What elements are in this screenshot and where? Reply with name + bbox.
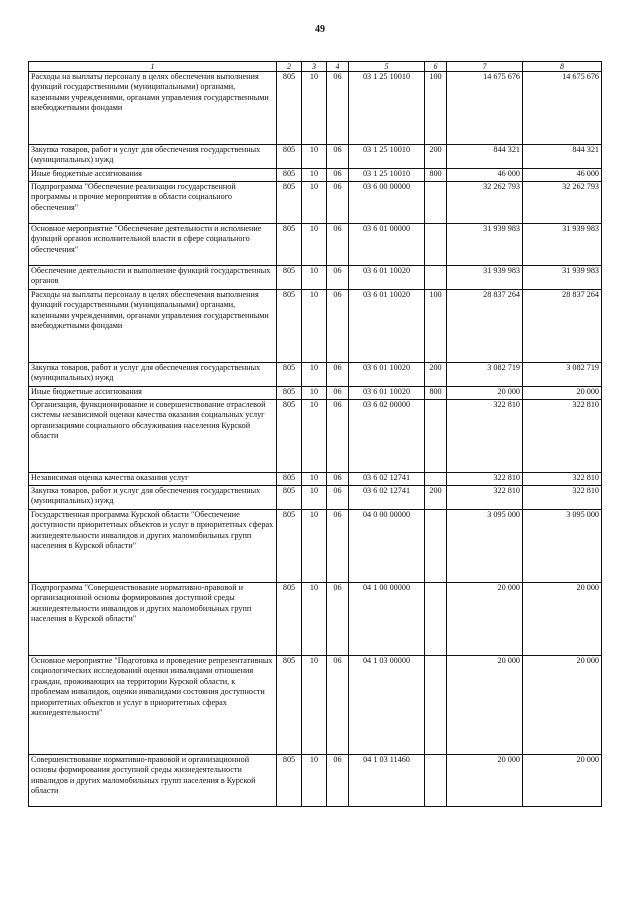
row-value-cell: 06 <box>327 387 349 400</box>
row-name-cell: Закупка товаров, работ и услуг для обеспечения государственных (муниципальных) нужд <box>29 145 277 169</box>
row-value-cell: 805 <box>277 486 302 510</box>
row-value-cell: 10 <box>302 473 327 486</box>
row-value-cell <box>425 224 447 266</box>
table-row <box>29 182 602 224</box>
row-value-cell <box>425 510 447 583</box>
row-value-cell: 844 321 <box>447 145 523 169</box>
row-value-cell: 20 000 <box>447 387 523 400</box>
row-value-cell: 805 <box>277 224 302 266</box>
row-value-cell: 04 0 00 00000 <box>349 510 425 583</box>
row-value-cell: 03 6 00 00000 <box>349 182 425 224</box>
row-value-cell: 322 810 <box>523 486 602 510</box>
row-value-cell: 805 <box>277 656 302 755</box>
row-name-cell: Подпрограмма "Совершенствование нормативно-правовой и организационной основы формирования доступной среды жизнедеятельности инвалидов и других маломобильных групп населения в Курской области" <box>29 583 277 656</box>
row-value-cell: 06 <box>327 182 349 224</box>
row-value-cell: 06 <box>327 290 349 363</box>
table-row <box>29 145 602 169</box>
row-value-cell: 10 <box>302 169 327 182</box>
table-row <box>29 486 602 510</box>
row-value-cell: 800 <box>425 387 447 400</box>
row-name-cell: Государственная программа Курской области "Обеспечение доступности приоритетных объектов и услуг в приоритетных сферах жизнедеятельности инвалидов и других маломобильных групп населения в Курской области" <box>29 510 277 583</box>
row-value-cell: 200 <box>425 363 447 387</box>
budget-table <box>28 61 602 807</box>
row-value-cell <box>425 182 447 224</box>
row-value-cell: 200 <box>425 486 447 510</box>
row-name-cell: Основное мероприятие "Подготовка и проведение репрезентативных социологических исследований оценки инвалидами отношения граждан, проживающих на территории Курской области, к проблемам инвалидов, оценки инвалидами состояния доступности приоритетных объектов и услуг в приоритетных сферах жизнедеятельности" <box>29 656 277 755</box>
row-value-cell: 805 <box>277 266 302 290</box>
row-value-cell: 14 675 676 <box>523 72 602 145</box>
row-value-cell: 03 6 01 10020 <box>349 266 425 290</box>
row-value-cell: 03 6 01 00000 <box>349 224 425 266</box>
row-value-cell: 04 1 03 00000 <box>349 656 425 755</box>
row-value-cell: 3 095 000 <box>523 510 602 583</box>
row-value-cell: 32 262 793 <box>447 182 523 224</box>
column-header: 6 <box>425 62 447 72</box>
row-value-cell: 10 <box>302 510 327 583</box>
table-row <box>29 224 602 266</box>
column-header: 2 <box>277 62 302 72</box>
row-value-cell: 805 <box>277 755 302 807</box>
header-row <box>29 62 602 72</box>
row-name-cell: Иные бюджетные ассигнования <box>29 169 277 182</box>
row-value-cell: 844 321 <box>523 145 602 169</box>
row-value-cell: 04 1 00 00000 <box>349 583 425 656</box>
row-value-cell: 03 1 25 10010 <box>349 169 425 182</box>
row-value-cell: 322 810 <box>447 473 523 486</box>
row-value-cell: 805 <box>277 583 302 656</box>
row-name-cell: Закупка товаров, работ и услуг для обеспечения государственных (муниципальных) нужд <box>29 363 277 387</box>
row-value-cell: 805 <box>277 400 302 473</box>
row-value-cell: 322 810 <box>447 400 523 473</box>
row-value-cell: 03 6 01 10020 <box>349 363 425 387</box>
table-row <box>29 400 602 473</box>
row-value-cell: 10 <box>302 72 327 145</box>
column-header: 1 <box>29 62 277 72</box>
row-value-cell: 10 <box>302 224 327 266</box>
row-value-cell: 06 <box>327 266 349 290</box>
table-row <box>29 755 602 807</box>
row-value-cell <box>425 583 447 656</box>
table-row <box>29 72 602 145</box>
table-row <box>29 266 602 290</box>
row-value-cell: 805 <box>277 510 302 583</box>
row-name-cell: Обеспечение деятельности и выполнение функций государственных органов <box>29 266 277 290</box>
table-row <box>29 169 602 182</box>
row-value-cell: 31 939 983 <box>447 266 523 290</box>
row-value-cell: 06 <box>327 400 349 473</box>
row-value-cell: 31 939 983 <box>523 266 602 290</box>
row-value-cell: 20 000 <box>447 656 523 755</box>
row-value-cell: 10 <box>302 290 327 363</box>
row-value-cell: 10 <box>302 363 327 387</box>
row-value-cell: 46 000 <box>523 169 602 182</box>
row-value-cell: 06 <box>327 363 349 387</box>
row-value-cell: 10 <box>302 145 327 169</box>
row-name-cell: Основное мероприятие "Обеспечение деятельности и исполнение функций органов исполнительной власти в сфере социального обеспечения" <box>29 224 277 266</box>
table-row <box>29 510 602 583</box>
row-value-cell: 06 <box>327 224 349 266</box>
row-value-cell: 20 000 <box>523 755 602 807</box>
row-value-cell: 200 <box>425 145 447 169</box>
row-name-cell: Независимая оценка качества оказания услуг <box>29 473 277 486</box>
row-value-cell: 10 <box>302 583 327 656</box>
row-value-cell: 20 000 <box>523 583 602 656</box>
row-value-cell: 805 <box>277 72 302 145</box>
row-value-cell: 322 810 <box>447 486 523 510</box>
row-value-cell: 03 6 02 00000 <box>349 400 425 473</box>
row-value-cell: 10 <box>302 182 327 224</box>
row-value-cell: 10 <box>302 400 327 473</box>
row-value-cell: 20 000 <box>523 656 602 755</box>
row-value-cell: 3 082 719 <box>523 363 602 387</box>
row-name-cell: Иные бюджетные ассигнования <box>29 387 277 400</box>
row-value-cell: 03 1 25 10010 <box>349 145 425 169</box>
table-row <box>29 387 602 400</box>
row-value-cell: 03 6 01 10020 <box>349 290 425 363</box>
row-value-cell: 805 <box>277 473 302 486</box>
row-value-cell: 10 <box>302 266 327 290</box>
row-value-cell: 805 <box>277 169 302 182</box>
row-value-cell: 06 <box>327 72 349 145</box>
row-value-cell: 20 000 <box>447 755 523 807</box>
row-name-cell: Подпрограмма "Обеспечение реализации государственной программы и прочие мероприятия в области социального обеспечения" <box>29 182 277 224</box>
row-value-cell: 10 <box>302 387 327 400</box>
row-value-cell: 10 <box>302 486 327 510</box>
row-value-cell <box>425 755 447 807</box>
table-row <box>29 656 602 755</box>
row-value-cell: 06 <box>327 755 349 807</box>
column-header: 4 <box>327 62 349 72</box>
row-name-cell: Совершенствование нормативно-правовой и организационной основы формирования доступной среды жизнедеятельности инвалидов и других маломобильных групп населения в Курской области <box>29 755 277 807</box>
row-value-cell: 03 6 01 10020 <box>349 387 425 400</box>
row-value-cell: 28 837 264 <box>447 290 523 363</box>
row-value-cell: 03 1 25 10010 <box>349 72 425 145</box>
row-value-cell: 03 6 02 12741 <box>349 486 425 510</box>
row-value-cell: 03 6 02 12741 <box>349 473 425 486</box>
row-value-cell: 322 810 <box>523 473 602 486</box>
row-value-cell: 322 810 <box>523 400 602 473</box>
row-value-cell: 100 <box>425 290 447 363</box>
row-value-cell: 805 <box>277 363 302 387</box>
row-value-cell: 20 000 <box>447 583 523 656</box>
row-value-cell: 06 <box>327 510 349 583</box>
row-value-cell: 805 <box>277 182 302 224</box>
row-value-cell: 06 <box>327 583 349 656</box>
row-value-cell: 100 <box>425 72 447 145</box>
column-header: 8 <box>523 62 602 72</box>
row-value-cell: 800 <box>425 169 447 182</box>
row-value-cell: 28 837 264 <box>523 290 602 363</box>
column-header: 3 <box>302 62 327 72</box>
row-value-cell: 14 675 676 <box>447 72 523 145</box>
row-value-cell: 06 <box>327 473 349 486</box>
row-name-cell: Закупка товаров, работ и услуг для обеспечения государственных (муниципальных) нужд <box>29 486 277 510</box>
row-value-cell: 3 095 000 <box>447 510 523 583</box>
row-value-cell: 31 939 983 <box>447 224 523 266</box>
row-value-cell: 32 262 793 <box>523 182 602 224</box>
page-number: 49 <box>315 24 325 35</box>
row-value-cell: 06 <box>327 169 349 182</box>
row-value-cell: 10 <box>302 755 327 807</box>
row-value-cell: 46 000 <box>447 169 523 182</box>
row-value-cell: 20 000 <box>523 387 602 400</box>
row-value-cell: 3 082 719 <box>447 363 523 387</box>
table-row <box>29 290 602 363</box>
row-value-cell: 06 <box>327 486 349 510</box>
row-value-cell: 805 <box>277 145 302 169</box>
table-row <box>29 363 602 387</box>
row-value-cell: 04 1 03 11460 <box>349 755 425 807</box>
row-value-cell <box>425 266 447 290</box>
row-value-cell: 805 <box>277 387 302 400</box>
table-row <box>29 583 602 656</box>
row-name-cell: Расходы на выплаты персоналу в целях обеспечения выполнения функций государственными (муниципальными) органами, казенными учреждениями, органами управления государственными внебюджетными фондами <box>29 72 277 145</box>
row-name-cell: Организация, функционирование и совершенствование отраслевой системы независимой оценки качества оказания социальных услуг организациями социального обслуживания населения Курской области <box>29 400 277 473</box>
row-value-cell: 06 <box>327 656 349 755</box>
row-value-cell <box>425 656 447 755</box>
column-header: 7 <box>447 62 523 72</box>
table-row <box>29 473 602 486</box>
row-value-cell <box>425 400 447 473</box>
row-value-cell: 31 939 983 <box>523 224 602 266</box>
row-name-cell: Расходы на выплаты персоналу в целях обеспечения выполнения функций государственными (муниципальными) органами, казенными учреждениями, органами управления государственными внебюджетными фондами <box>29 290 277 363</box>
row-value-cell: 10 <box>302 656 327 755</box>
row-value-cell: 805 <box>277 290 302 363</box>
row-value-cell: 06 <box>327 145 349 169</box>
row-value-cell <box>425 473 447 486</box>
column-header: 5 <box>349 62 425 72</box>
